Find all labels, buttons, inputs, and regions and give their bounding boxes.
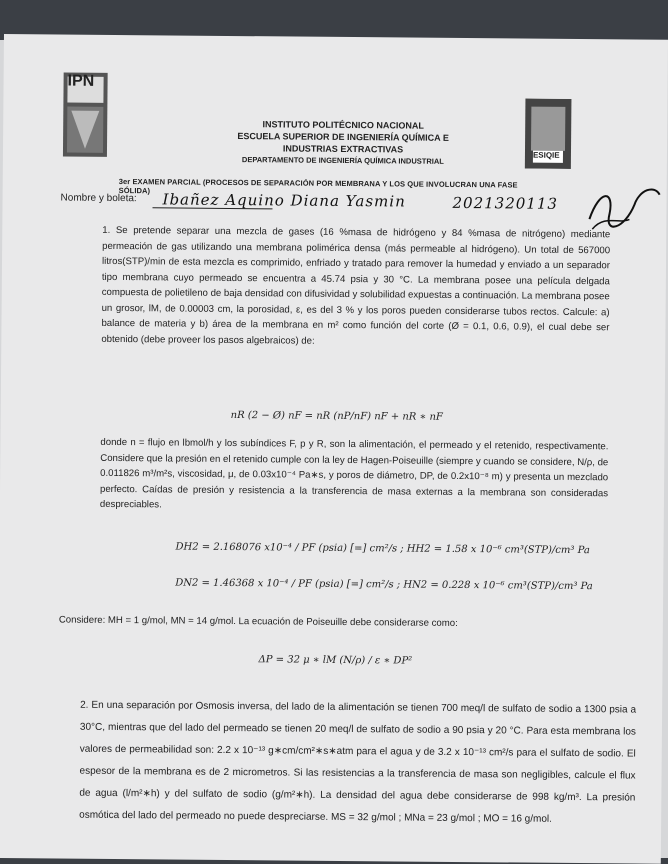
ipn-logo-text: IPN (67, 72, 95, 90)
header-line-4: DEPARTAMENTO DE INGENIERÍA QUÍMICA INDUSTRIAL (241, 155, 444, 166)
institution-header (213, 118, 473, 168)
header-line-2: ESCUELA SUPERIOR DE INGENIERÍA QUÍMICA E (237, 131, 449, 143)
student-id: 2021320113 (452, 193, 559, 213)
student-name: Ibañez Aquino Diana Yasmin (162, 190, 406, 211)
q1-equation-n2: DN2 = 1.46368 x 10⁻⁴ / PF (psia) [=] cm²/s ; HN2 = 0.228 x 10⁻⁶ cm³(STP)/cm³ Pa (175, 577, 593, 593)
exam-title: 3er EXAMEN PARCIAL (PROCESOS DE SEPARACIÓN POR MEMBRANA Y LOS QUE INVOLUCRAN UNA FASE SÓLIDA) (118, 177, 518, 196)
q1-equation-balance: nR (2 − Ø) nF = nR (nP/nF) nF + nR ∗ nF (230, 409, 443, 423)
q1-consider: Considere: MH = 1 g/mol, MN = 14 g/mol. La ecuación de Poiseuille debe considerarse como: (58, 614, 458, 629)
header-line-1: INSTITUTO POLITÉCNICO NACIONAL (262, 119, 424, 131)
name-label: Nombre y boleta: (60, 192, 137, 205)
q1-conditions: donde n = flujo en lbmol/h y los subíndices F, p y R, son la alimentación, el permeado y el retenido, respectivamente. Considere que la presión en el retenido cumple con la ley de Hagen-Poiseuille (siempre y cuando se considere, N/ρ, de 0.011826 m³/m²s, viscosidad, μ, de 0.03x10⁻⁴ Pa∗s, y poros de diámetro, DP, de 0.2x10⁻⁸ m) y presenta un mezclado perfecto. Caídas de presión y resistencia a la transferencia de masa externas a la membrana son consideradas despreciables. (99, 436, 609, 511)
q1-equation-h2: DH2 = 2.168076 x10⁻⁴ / PF (psia) [=] cm²/s ; HH2 = 1.58 x 10⁻⁶ cm³(STP)/cm³ Pa (175, 541, 590, 557)
header-line-3: INDUSTRIAS EXTRACTIVAS (282, 143, 404, 155)
q1-equation-poiseuille: ΔP = 32 μ ∗ lM (N/ρ) / ε ∗ DP² (258, 654, 413, 667)
q1-statement: 1. Se pretende separar una mezcla de gases (16 %masa de hidrógeno y 84 %masa de nitrógeno) mediante permeación de gas utilizando una membrana polimérica densa (más permeable al hidrógeno). Un total de 567000 litros(STP)/min de esta mezcla es comprimido, enfriado y tratado para remover la humedad y enviado a un separador tipo membrana cuyo permeado se encuentra a 45.74 psia y 30 °C. La membrana posee una película delgada compuesta de polietileno de baja densidad con difusividad y solubilidad expuestas a continuación. La membrana posee un grosor, lM, de 0.00003 cm, la porosidad, ε, es del 3 % y los poros pueden considerarse tubos rectos. Calcule: a) balance de materia y b) área de la membrana en m² como función del corte (Ø = 0.1, 0.6, 0.9), el cual debe ser obtenido (debe proveer los pasos algebraicos) de: (101, 224, 611, 347)
esiqie-logo-text: ESIQIE (532, 150, 560, 160)
q2-statement: 2. En una separación por Osmosis inversa, del lado de la alimentación se tienen 700 meq/l de sulfato de sodio a 1300 psia a 30°C, mientras que del lado del permeado se tienen 20 meq/l de sulfato de sodio a 90 psia y 20 °C. Para esta membrana los valores de permeabilidad son: 2.2 x 10⁻¹³ g∗cm/cm²∗s∗atm para el agua y de 3.2 x 10⁻¹³ cm²/s para el sulfato de sodio. El espesor de la membrana es de 2 micrometros. Si las resistencias a la transferencia de masa son negligibles, calcule el flux de agua (l/m²∗h) y del sulfato de sodio (g/m²∗h). La densidad del agua debe considerarse de 998 kg/m³. La presión osmótica del lado del permeado no puede despreciarse. MS = 32 g/mol ; MNa = 23 g/mol ; MO = 16 g/mol. (79, 699, 637, 825)
exam-sheet (0, 34, 668, 864)
